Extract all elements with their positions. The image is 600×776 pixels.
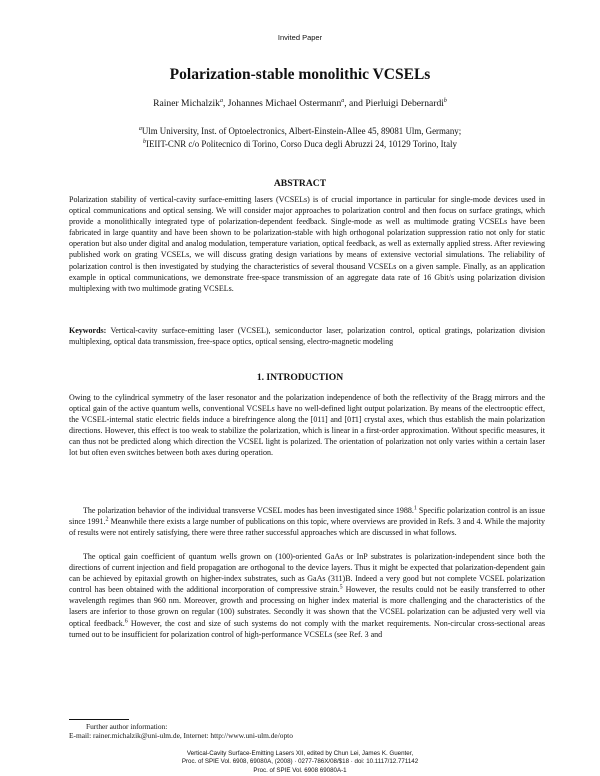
footnote-label: Further author information: bbox=[86, 722, 168, 731]
footnote-contact: E-mail: rainer.michalzik@uni-ulm.de, Internet: http://www.uni-ulm.de/opto bbox=[69, 731, 293, 740]
p3-text-b: However, the results could not be easily transferred to other wavelength regimes than 960 nm. Moreover, growth and processing on higher index material is more challenging and the characteristics of the lasers are inferior to those grown on regular (100) substrates. Secondly it was shown that the VCSEL polarization can be adjusted very well via optical feedback. bbox=[69, 585, 546, 628]
page-number: Proc. of SPIE Vol. 6908 69080A-1 bbox=[253, 767, 347, 774]
abstract-heading: ABSTRACT bbox=[273, 178, 327, 189]
affiliation-mark: a bbox=[138, 126, 142, 133]
keywords bbox=[69, 325, 545, 347]
citation-5: 5 bbox=[339, 584, 343, 591]
paper-title: Polarization-stable monolithic VCSELs bbox=[169, 66, 431, 83]
p2-text-b: Specific polarization control is an issue since 1991. bbox=[69, 506, 545, 527]
author-name: Johannes Michael Ostermann bbox=[227, 98, 342, 109]
p2-text-a: The polarization behavior of the individual transverse VCSEL modes has been investigated since 1988. bbox=[83, 506, 414, 515]
affiliation-mark: b bbox=[143, 139, 147, 146]
intro-paragraph-3 bbox=[69, 551, 545, 640]
author-separator: , bbox=[222, 98, 228, 109]
affiliation-text: IEIIT-CNR c/o Politecnico di Torino, Corso Duca degli Abruzzi 24, 10129 Torino, Italy bbox=[146, 139, 457, 149]
author-separator: , and bbox=[344, 98, 366, 109]
section-heading-introduction: 1. INTRODUCTION bbox=[256, 372, 344, 383]
citation-2: 2 bbox=[105, 516, 109, 523]
intro-paragraph-1: Owing to the cylindrical symmetry of the laser resonator and the polarization independence of both the reflectivity of the Bragg mirrors and the optical gain of the active quantum wells, conventional VCSELs have no well-defined light output polarization. By means of the electrooptic effect, the VCSEL-internal static electric fields induce a birefringence along the [011] and [01̄1] crystal axes, which thus establish the main polarization directions. However, this effect is too weak to stabilize the polarization, which is linear in a first-order approximation. Without specific measures, it can thus not be predicted along which direction the VCSEL light is polarized. The orientation of polarization not only varies within a certain laser lot but often even switches between both axes during operation. bbox=[69, 393, 545, 458]
affiliations bbox=[0, 125, 600, 151]
p3-text-a: The optical gain coefficient of quantum wells grown on (100)-oriented GaAs or InP substrates is polarization-independent since both the directions of current injection and field propagation are orthogonal to the device layers. Thus it might be expected that polarization-dependent gain can be achieved by epitaxial growth on higher-index substrates, such as GaAs (311)B. Indeed a very good but not complete VCSEL polarization control has been obtained with the additional incorporation of compressive strain. bbox=[69, 552, 545, 595]
author-name: Pierluigi Debernardi bbox=[365, 98, 444, 109]
citation-1: 1 bbox=[413, 505, 417, 512]
conference-info bbox=[0, 750, 600, 765]
author-affiliation-mark: b bbox=[443, 97, 447, 104]
keywords-text: Vertical-cavity surface-emitting laser (VCSEL), semiconductor laser, polarization control, optical gratings, polarization division multiplexing, optical data transmission, free-space optics, optical sensing, electro-magnetic modeling bbox=[69, 326, 545, 347]
author-list bbox=[0, 98, 600, 109]
citation-6: 6 bbox=[124, 617, 128, 624]
intro-paragraph-2 bbox=[69, 505, 545, 538]
conference-line-2: Proc. of SPIE Vol. 6908, 69080A, (2008) · 0277-786X/08/$18 · doi: 10.1117/12.771142 bbox=[181, 757, 419, 765]
invited-paper-label: Invited Paper bbox=[277, 33, 323, 42]
affiliation-line bbox=[0, 138, 600, 151]
affiliation-line bbox=[0, 125, 600, 138]
p3-text-c: However, the cost and size of such systems do not comply with the market requirements. Non-circular cross-sectional areas turned out to be insufficient for polarization control of high-performance VCSELs (see Ref. 3 and bbox=[69, 618, 545, 639]
footnote-divider bbox=[69, 719, 129, 720]
abstract-text: Polarization stability of vertical-cavity surface-emitting lasers (VCSELs) is of crucial importance in particular for single-mode devices used in optical communications and optical sensing. We will consider major approaches to polarization control and then focus on surface gratings, which provide a monolithically integrated type of polarization-dependent feedback. Single-mode as well as multimode grating VCSELs have been fabricated in large quantity and have been shown to be polarization-stable with high orthogonal polarization suppression ratio not only for static operation but also under digital and analog modulation, temperature variation, optical feedback, as well as externally applied stress. After reviewing published work on grating VCSELs, we will discuss grating design variations by means of extensive vectorial simulations. The reliability of polarization control is then investigated by studying the characteristics of several thousand VCSELs on a given sample. Finally, as an application example in optical communications, we demonstrate free-space transmission of an aggregate data rate of 16 Gbit/s using polarization division multiplexing with two multimode grating VCSELs. bbox=[69, 195, 545, 293]
conference-line-1: Vertical-Cavity Surface-Emitting Lasers XII, edited by Chun Lei, James K. Guenter, bbox=[186, 750, 414, 757]
affiliation-text: Ulm University, Inst. of Optoelectronics, Albert-Einstein-Allee 45, 89081 Ulm, Germany; bbox=[141, 126, 462, 136]
author-affiliation-mark: a bbox=[341, 97, 345, 104]
p2-text-c: Meanwhile there exists a large number of publications on this topic, where overviews are provided in Refs. 3 and 4. While the majority of results were not entirely satisfying, there were three rather successful approaches which are discussed in what follows. bbox=[69, 517, 545, 538]
author-name: Rainer Michalzik bbox=[153, 98, 220, 109]
author-affiliation-mark: a bbox=[219, 97, 223, 104]
keywords-label: Keywords: bbox=[69, 326, 107, 335]
